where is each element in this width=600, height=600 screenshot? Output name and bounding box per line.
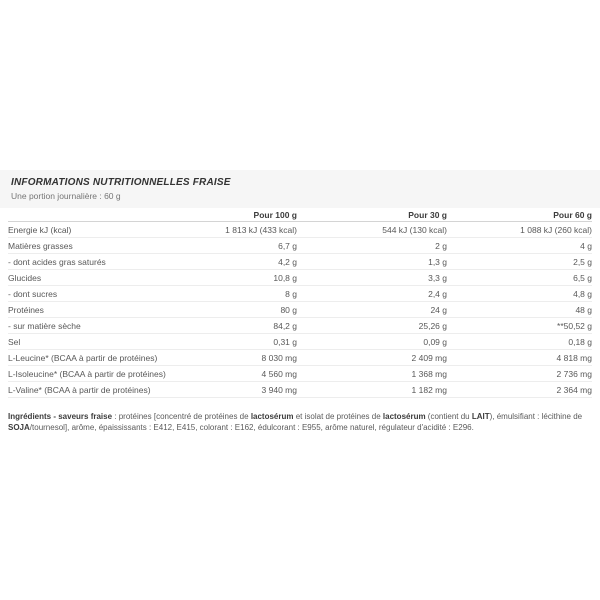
- ingredients-segment: /tournesol], arôme, épaississants : E412, E415, colorant : E162, édulcorant : E955, arôme naturel, régulateur d'acidité : E296.: [29, 422, 474, 432]
- row-label: - dont sucres: [8, 286, 178, 302]
- table-row: [8, 302, 592, 318]
- value-per-100g: 10,8 g: [178, 270, 297, 286]
- value-per-30g: 25,26 g: [297, 318, 447, 334]
- table-row: [8, 222, 592, 238]
- value-per-60g: 0,18 g: [447, 334, 592, 350]
- value-per-60g: 4,8 g: [447, 286, 592, 302]
- column-header-per-100g: Pour 100 g: [178, 208, 297, 222]
- ingredients-segment: et isolat de protéines de: [293, 412, 383, 421]
- table-row: [8, 366, 592, 382]
- table-row: [8, 318, 592, 334]
- value-per-30g: 0,09 g: [297, 334, 447, 350]
- row-label: L-Leucine* (BCAA à partir de protéines): [8, 350, 178, 366]
- column-header-empty: [8, 208, 178, 222]
- row-label: Matières grasses: [8, 238, 178, 254]
- value-per-60g: 2,5 g: [447, 254, 592, 270]
- table-row: [8, 382, 592, 398]
- value-per-30g: 1 368 mg: [297, 366, 447, 382]
- value-per-100g: 8 030 mg: [178, 350, 297, 366]
- table-row: [8, 238, 592, 254]
- table-row: [8, 254, 592, 270]
- row-label: Glucides: [8, 270, 178, 286]
- ingredients-segment: lactosérum: [250, 412, 294, 421]
- row-label: - sur matière sèche: [8, 318, 178, 334]
- value-per-60g: 1 088 kJ (260 kcal): [447, 222, 592, 238]
- value-per-100g: 84,2 g: [178, 318, 297, 334]
- value-per-60g: 4 818 mg: [447, 350, 592, 366]
- value-per-100g: 4 560 mg: [178, 366, 297, 382]
- value-per-60g: **50,52 g: [447, 318, 592, 334]
- row-label: Protéines: [8, 302, 178, 318]
- table-header-row: [8, 208, 592, 222]
- value-per-30g: 544 kJ (130 kcal): [297, 222, 447, 238]
- value-per-100g: 6,7 g: [178, 238, 297, 254]
- value-per-30g: 2 409 mg: [297, 350, 447, 366]
- value-per-100g: 8 g: [178, 286, 297, 302]
- ingredients-segment: ), émulsifiant : lécithine de: [489, 412, 583, 421]
- value-per-100g: 3 940 mg: [178, 382, 297, 398]
- table-row: [8, 350, 592, 366]
- value-per-60g: 2 736 mg: [447, 366, 592, 382]
- value-per-100g: 1 813 kJ (433 kcal): [178, 222, 297, 238]
- row-label: Sel: [8, 334, 178, 350]
- value-per-30g: 1,3 g: [297, 254, 447, 270]
- row-label: - dont acides gras saturés: [8, 254, 178, 270]
- column-header-per-60g: Pour 60 g: [447, 208, 592, 222]
- nutrition-subtitle: Une portion journalière : 60 g: [11, 191, 121, 201]
- value-per-100g: 80 g: [178, 302, 297, 318]
- table-row: [8, 286, 592, 302]
- row-label: L-Valine* (BCAA à partir de protéines): [8, 382, 178, 398]
- value-per-60g: 4 g: [447, 238, 592, 254]
- row-label: Energie kJ (kcal): [8, 222, 178, 238]
- value-per-60g: 6,5 g: [447, 270, 592, 286]
- value-per-30g: 2,4 g: [297, 286, 447, 302]
- table-row: [8, 270, 592, 286]
- nutrition-header-panel: [0, 170, 600, 208]
- ingredients-segment: SOJA: [8, 422, 30, 432]
- table-row: [8, 334, 592, 350]
- ingredients-segment: : protéines [concentré de protéines de: [112, 412, 251, 421]
- value-per-60g: 2 364 mg: [447, 382, 592, 398]
- value-per-100g: 0,31 g: [178, 334, 297, 350]
- row-label: L-Isoleucine* (BCAA à partir de protéines): [8, 366, 178, 382]
- value-per-30g: 3,3 g: [297, 270, 447, 286]
- value-per-100g: 4,2 g: [178, 254, 297, 270]
- value-per-30g: 2 g: [297, 238, 447, 254]
- column-header-per-30g: Pour 30 g: [297, 208, 447, 222]
- value-per-30g: 1 182 mg: [297, 382, 447, 398]
- value-per-30g: 24 g: [297, 302, 447, 318]
- ingredients-paragraph: [8, 412, 594, 433]
- nutrition-title: INFORMATIONS NUTRITIONNELLES FRAISE: [11, 177, 231, 188]
- ingredients-label: Ingrédients - saveurs fraise: [8, 412, 113, 421]
- nutrition-table: [8, 208, 592, 398]
- ingredients-segment: lactosérum: [382, 412, 426, 421]
- ingredients-segment: (contient du: [425, 412, 472, 421]
- ingredients-segment: LAIT: [471, 412, 490, 421]
- value-per-60g: 48 g: [447, 302, 592, 318]
